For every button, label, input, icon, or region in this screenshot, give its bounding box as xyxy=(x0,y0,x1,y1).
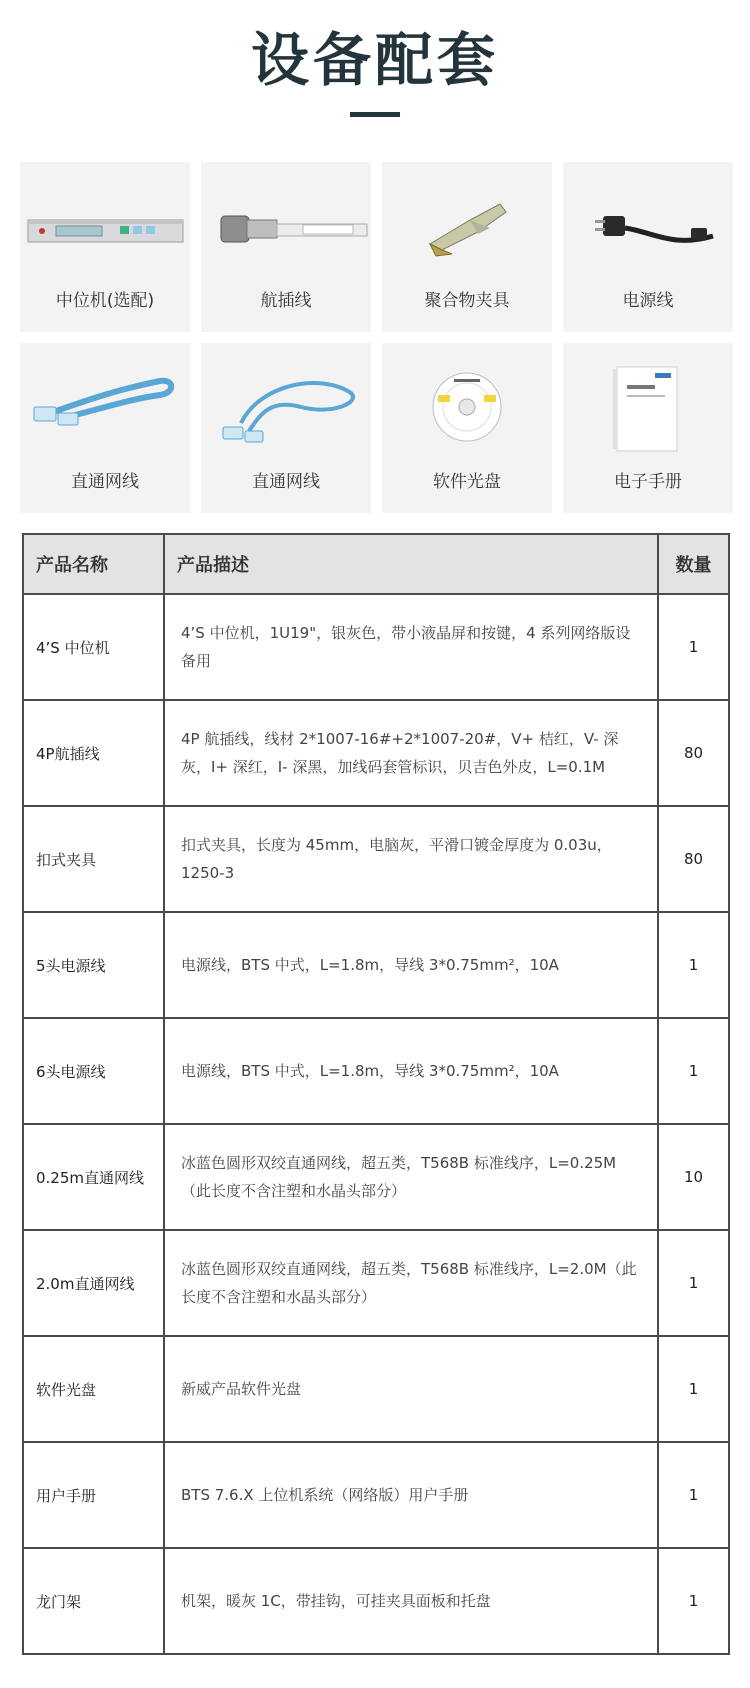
accessory-card xyxy=(563,343,733,513)
product-name: 扣式夹具 xyxy=(23,806,164,912)
product-name: 龙门架 xyxy=(23,1548,164,1654)
accessory-card xyxy=(201,343,371,513)
product-qty: 80 xyxy=(658,806,729,912)
product-name: 软件光盘 xyxy=(23,1336,164,1442)
table-row xyxy=(23,1124,729,1230)
product-qty: 10 xyxy=(658,1124,729,1230)
product-qty: 1 xyxy=(658,1336,729,1442)
product-desc: 4P 航插线，线材 2*1007-16#+2*1007-20#，V+ 桔红，V- 深灰，I+ 深红，I- 深黑，加线码套管标识，贝吉色外皮，L=0.1M xyxy=(164,700,658,806)
spec-table xyxy=(22,533,730,1655)
table-row xyxy=(23,1018,729,1124)
product-name: 0.25m直通网线 xyxy=(23,1124,164,1230)
accessory-label: 航插线 xyxy=(260,291,312,311)
accessory-card xyxy=(201,162,371,332)
product-name: 用户手册 xyxy=(23,1442,164,1548)
accessory-label: 电子手册 xyxy=(614,472,682,492)
header-quantity: 数量 xyxy=(658,534,729,594)
product-desc: 电源线，BTS 中式，L=1.8m，导线 3*0.75mm²，10A xyxy=(164,1018,658,1124)
product-desc: 机架，暖灰 1C，带挂钩，可挂夹具面板和托盘 xyxy=(164,1548,658,1654)
power-cord-icon xyxy=(563,162,733,287)
network-cable-long-icon xyxy=(201,343,371,468)
table-row xyxy=(23,1548,729,1654)
accessory-label: 直通网线 xyxy=(252,472,320,492)
header-product-desc: 产品描述 xyxy=(164,534,658,594)
table-row xyxy=(23,912,729,1018)
product-name: 5头电源线 xyxy=(23,912,164,1018)
table-row xyxy=(23,1230,729,1336)
table-row xyxy=(23,806,729,912)
rack-unit-icon xyxy=(20,162,190,287)
product-qty: 80 xyxy=(658,700,729,806)
product-qty: 1 xyxy=(658,1230,729,1336)
accessory-card xyxy=(382,343,552,513)
table-row xyxy=(23,594,729,700)
accessory-card xyxy=(563,162,733,332)
aviation-cable-icon xyxy=(201,162,371,287)
spec-table-wrap xyxy=(22,533,728,1655)
product-name: 6头电源线 xyxy=(23,1018,164,1124)
product-qty: 1 xyxy=(658,594,729,700)
accessory-card xyxy=(20,343,190,513)
product-name: 2.0m直通网线 xyxy=(23,1230,164,1336)
product-name: 4P航插线 xyxy=(23,700,164,806)
table-header-row xyxy=(23,534,729,594)
product-name: 4’S 中位机 xyxy=(23,594,164,700)
product-desc: BTS 7.6.X 上位机系统（网络版）用户手册 xyxy=(164,1442,658,1548)
manual-icon xyxy=(563,343,733,468)
header-product-name: 产品名称 xyxy=(23,534,164,594)
product-qty: 1 xyxy=(658,912,729,1018)
product-desc: 新威产品软件光盘 xyxy=(164,1336,658,1442)
accessory-card xyxy=(20,162,190,332)
page-title: 设备配套 xyxy=(250,26,499,94)
accessory-label: 中位机(选配) xyxy=(55,291,155,311)
network-cable-icon xyxy=(20,343,190,468)
table-row xyxy=(23,1442,729,1548)
table-row xyxy=(23,700,729,806)
product-desc: 扣式夹具，长度为 45mm，电脑灰，平滑口镀金厚度为 0.03u，1250-3 xyxy=(164,806,658,912)
product-qty: 1 xyxy=(658,1442,729,1548)
accessory-label: 直通网线 xyxy=(71,472,139,492)
accessory-label: 软件光盘 xyxy=(433,472,501,492)
cd-icon xyxy=(382,343,552,468)
clamp-icon xyxy=(382,162,552,287)
accessory-label: 聚合物夹具 xyxy=(424,291,510,311)
product-desc: 电源线，BTS 中式，L=1.8m，导线 3*0.75mm²，10A xyxy=(164,912,658,1018)
product-desc: 4’S 中位机，1U19"，银灰色，带小液晶屏和按键，4 系列网络版设备用 xyxy=(164,594,658,700)
accessory-label: 电源线 xyxy=(622,291,674,311)
table-row xyxy=(23,1336,729,1442)
title-underline xyxy=(350,112,400,117)
product-desc: 冰蓝色圆形双绞直通网线，超五类，T568B 标准线序，L=2.0M（此长度不含注塑和水晶头部分） xyxy=(164,1230,658,1336)
product-qty: 1 xyxy=(658,1018,729,1124)
product-desc: 冰蓝色圆形双绞直通网线，超五类，T568B 标准线序，L=0.25M（此长度不含注塑和水晶头部分） xyxy=(164,1124,658,1230)
product-qty: 1 xyxy=(658,1548,729,1654)
accessory-card xyxy=(382,162,552,332)
